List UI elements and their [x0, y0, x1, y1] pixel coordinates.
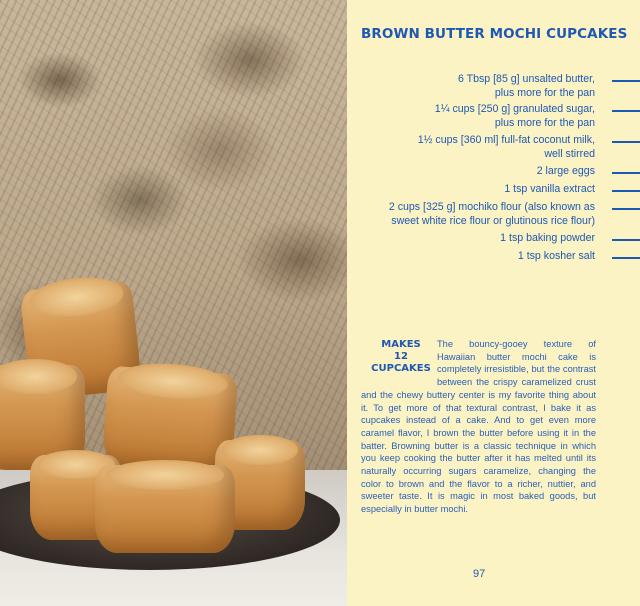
ingredient-item: 2 cups [325 g] mochiko flour (also known as sweet white rice flour or glutinous rice flour) [388, 201, 595, 227]
ingredient-rule [612, 208, 640, 210]
ingredient-rule [612, 172, 640, 174]
ingredient-rule [612, 239, 640, 241]
ingredient-item: 1½ cups [360 ml] full-fat coconut milk, well stirred [417, 134, 595, 160]
ingredient-item: 1 tsp baking powder [500, 232, 595, 244]
ingredient-item: 1 tsp vanilla extract [504, 183, 595, 195]
recipe-intro: The bouncy-gooey texture of Hawaiian butter mochi cake is completely irresistible, but the contrast between the crispy caramelized crust and the chewy buttery center is my favorite thing about it. To get more of that textural contrast, I bake it as cupcakes instead of a cake. And to get even more caramel flavor, I brown the butter before using it in the batter. Browning butter is a classic technique in which you keep cooking the butter after it has melted until its naturally occurring sugars caramelize, changing the color to brown and the flavor to a richer, nuttier, and sweeter taste. It is magic in most baked goods, but especially in butter mochi. [361, 339, 596, 515]
ingredient-item: 2 large eggs [536, 165, 595, 177]
ingredient-rule [612, 141, 640, 143]
cupcake [95, 465, 235, 553]
recipe-title: BROWN BUTTER MOCHI CUPCAKES [361, 26, 628, 42]
ingredient-rule [612, 257, 640, 259]
ingredient-item: 6 Tbsp [85 g] unsalted butter, plus more for the pan [457, 73, 595, 99]
ingredient-item: 1 tsp kosher salt [517, 250, 595, 262]
ingredient-rule [612, 190, 640, 192]
page-number: 97 [473, 568, 486, 580]
yield-label: MAKES 12 CUPCAKES [371, 339, 431, 374]
ingredient-rule [612, 110, 640, 112]
recipe-page [347, 0, 640, 606]
ingredient-item: 1¼ cups [250 g] granulated sugar, plus more for the pan [434, 103, 595, 129]
ingredient-rule [612, 80, 640, 82]
